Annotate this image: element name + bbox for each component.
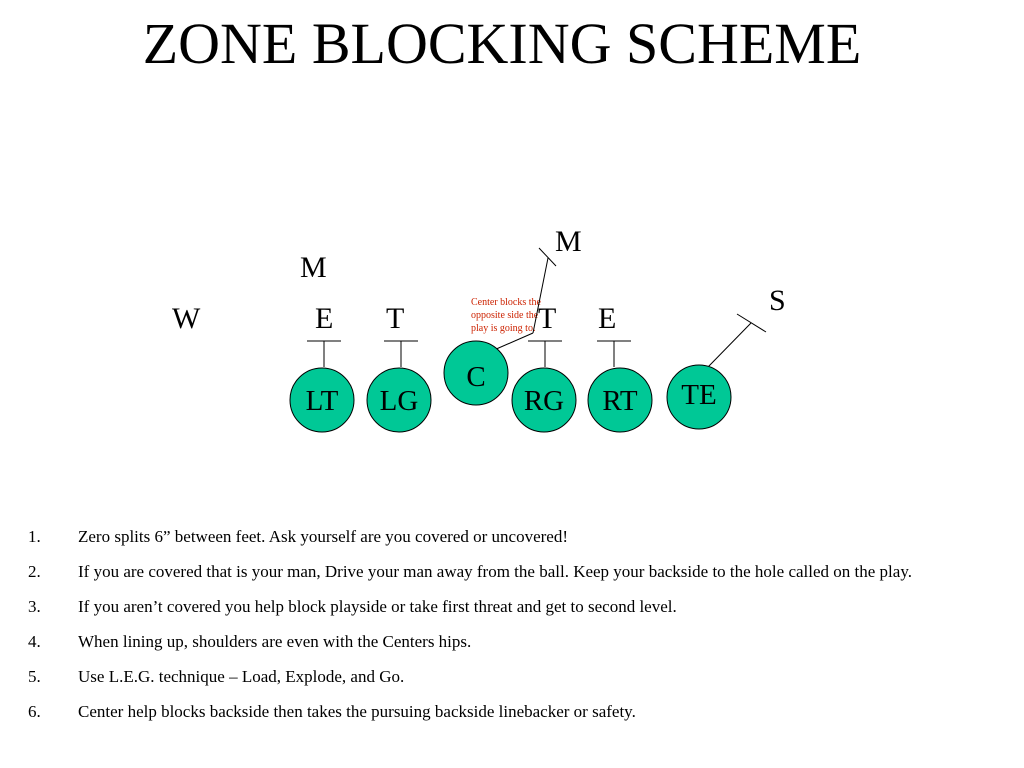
list-item (0, 526, 1024, 547)
item-text: When lining up, shoulders are even with the Centers hips. (78, 632, 472, 651)
player-rg-label: RG (523, 385, 565, 417)
item-text: Center help blocks backside then takes the pursuing backside linebacker or safety. (78, 702, 636, 721)
player-te-label: TE (681, 379, 717, 411)
player-lt-label: LT (305, 385, 339, 417)
defender-m-left: M (300, 251, 327, 284)
annotation-line: opposite side the (471, 310, 539, 321)
te-block-line (708, 323, 751, 367)
slide-title: ZONE BLOCKING SCHEME (142, 11, 862, 76)
center-annotation (471, 297, 542, 334)
item-text: Zero splits 6” between feet. Ask yourself are you covered or uncovered! (78, 527, 568, 546)
annotation-line: Center blocks the (471, 297, 541, 308)
item-number: 3. (28, 597, 41, 616)
list-item (0, 701, 1024, 722)
defender-t-left: T (386, 302, 405, 335)
list-item (0, 631, 1024, 652)
coaching-points-list (0, 526, 1024, 736)
defender-s: S (769, 284, 786, 317)
item-number: 2. (28, 562, 41, 581)
defender-e-right: E (598, 302, 617, 335)
defender-w: W (172, 302, 201, 335)
defender-e-left: E (315, 302, 334, 335)
item-number: 4. (28, 632, 41, 651)
annotation-line: play is going to. (471, 323, 536, 334)
te-block-tbar (737, 314, 766, 332)
player-lg-label: LG (379, 385, 419, 417)
defender-t-right: T (538, 302, 557, 335)
list-item (0, 596, 1024, 617)
item-number: 6. (28, 702, 41, 721)
item-text: If you are covered that is your man, Drive your man away from the ball. Keep your backside to the hole called on the play. (78, 562, 912, 581)
center-block-line-a (494, 333, 533, 350)
item-number: 1. (28, 527, 41, 546)
item-text: If you aren’t covered you help block playside or take first threat and get to second level. (78, 597, 677, 616)
center-block-tbar (539, 248, 556, 266)
list-item (0, 666, 1024, 687)
player-c-label: C (466, 361, 486, 393)
item-text: Use L.E.G. technique – Load, Explode, and Go. (78, 667, 405, 686)
defender-m-right: M (555, 225, 582, 258)
list-item (0, 561, 1024, 582)
player-rt-label: RT (602, 385, 638, 417)
item-number: 5. (28, 667, 41, 686)
